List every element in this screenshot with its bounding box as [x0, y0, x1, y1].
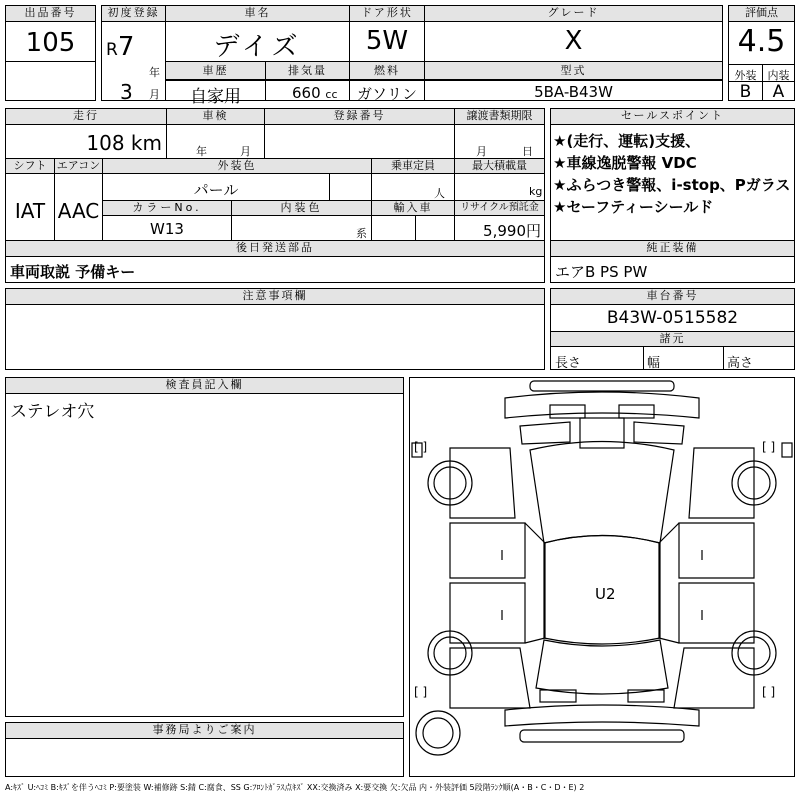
sales-points-box — [550, 108, 795, 241]
reg-year: 7 — [117, 32, 135, 62]
fuel-label: 燃料 — [350, 62, 424, 80]
transfer-day: 日 — [522, 145, 533, 158]
car-diagram-box — [409, 377, 795, 777]
width-label: 幅 — [647, 356, 661, 371]
history-label: 車歴 — [166, 62, 265, 80]
doors-label: ドア形状 — [350, 6, 424, 22]
capacity-label: 乗車定員 — [372, 159, 454, 174]
model-label: 型式 — [425, 62, 722, 80]
chassis-label: 車台番号 — [551, 289, 794, 305]
lot-number: 105 — [25, 28, 76, 58]
length-label: 長さ — [555, 356, 582, 371]
exterior-color-label: 外装色 — [103, 159, 371, 174]
chassis-box — [550, 288, 795, 370]
inspector-value: ステレオ穴 — [10, 402, 95, 422]
mileage-label: 走行 — [6, 109, 166, 125]
later-parts-value: 車両取説 予備キー — [10, 263, 136, 281]
lot-box — [5, 5, 96, 101]
month-unit: 月 — [149, 88, 160, 101]
displacement-label: 排気量 — [266, 62, 349, 80]
year-unit: 年 — [149, 66, 160, 79]
vehicle-info-box — [101, 5, 723, 107]
first-reg-label: 初度登録 — [102, 6, 165, 22]
reg-number-label: 登録番号 — [265, 109, 454, 125]
interior-label: 内装 — [767, 69, 790, 82]
later-parts-label: 後日発送部品 — [6, 241, 544, 257]
interior-color-unit: 系 — [356, 227, 367, 240]
svg-text:[ ]: [ ] — [762, 685, 776, 699]
shift-value: IAT — [14, 199, 46, 223]
capacity-unit: 人 — [434, 187, 445, 200]
model-value: 5BA-B43W — [534, 83, 613, 101]
sales-point-4: ★セーフティーシールド — [553, 198, 714, 216]
displacement-unit: cc — [325, 88, 338, 101]
inspection-year: 年 — [196, 145, 207, 158]
recycle-label: リサイクル預託金 — [455, 201, 544, 216]
color-no-value: W13 — [150, 220, 184, 238]
equipment-value: エアB PS PW — [555, 263, 648, 281]
mileage-value: 108 km — [86, 131, 162, 155]
exterior-value: B — [739, 82, 752, 102]
sales-point-2: ★車線逸脱警報 VDC — [553, 154, 697, 172]
transfer-label: 譲渡書類期限 — [455, 109, 544, 125]
reg-month: 3 — [120, 80, 133, 104]
shift-label: シフト — [6, 159, 54, 174]
max-load-label: 最大積載量 — [455, 159, 544, 174]
inspection-label: 車検 — [167, 109, 264, 125]
score-box — [728, 5, 795, 101]
office-label: 事務局よりご案内 — [6, 723, 403, 739]
fuel-value: ガソリン — [356, 85, 417, 103]
car-name-label: 車名 — [166, 6, 349, 22]
svg-text:[ ]: [ ] — [414, 440, 428, 454]
doors-value: 5W — [365, 26, 409, 56]
legend: A:ｷｽﾞ U:ﾍｺﾐ B:ｷｽﾞを伴うﾍｺﾐ P:要塗装 W:補修跡 S:錆 C:腐食、SS G:ﾌﾛﾝﾄｶﾞﾗｽ点ｷｽﾞ XX:交換済み X:要交換 欠:欠品 内・外装評価 5段階ﾗﾝｸ順(A・B・C・D・E) 2 — [5, 783, 585, 792]
svg-text:[ ]: [ ] — [762, 440, 776, 454]
notes-box — [5, 288, 545, 370]
inspector-box — [5, 377, 404, 717]
score-label: 評価点 — [729, 6, 794, 22]
history-value: 自家用 — [190, 87, 241, 107]
recycle-value: 5,990円 — [483, 222, 541, 240]
color-no-label: カラーNo. — [103, 201, 231, 216]
chassis-value: B43W-0515582 — [606, 308, 739, 328]
details-box — [5, 108, 545, 241]
later-parts-box — [5, 240, 545, 283]
import-label: 輸入車 — [372, 201, 454, 216]
dimensions-label: 諸元 — [551, 331, 794, 347]
office-box — [5, 722, 404, 777]
transfer-month: 月 — [476, 145, 487, 158]
era: R — [106, 40, 118, 60]
equipment-label: 純正装備 — [551, 241, 794, 257]
lot-label: 出品番号 — [6, 6, 95, 22]
sales-points-label: セールスポイント — [551, 109, 794, 125]
displacement-value: 660 — [292, 84, 321, 102]
inspector-label: 検査員記入欄 — [6, 378, 403, 394]
aircon-label: エアコン — [56, 159, 101, 172]
damage-mark: U2 — [595, 585, 616, 603]
interior-color-label: 内装色 — [232, 201, 371, 216]
sales-point-1: ★(走行、運転)支援、 — [553, 132, 701, 150]
max-load-unit: kg — [529, 185, 543, 198]
notes-label: 注意事項欄 — [6, 289, 544, 305]
score-value: 4.5 — [737, 24, 786, 59]
grade-label: グレード — [425, 6, 722, 22]
exterior-color-value: パール — [193, 181, 239, 199]
aircon-value: AAC — [57, 199, 100, 223]
height-label: 高さ — [727, 356, 754, 371]
equipment-box — [550, 240, 795, 283]
sales-point-3: ★ふらつき警報、i-stop、Pガラス — [553, 176, 791, 194]
car-name: デイズ — [213, 32, 302, 62]
grade-value: X — [564, 26, 583, 56]
inspection-month: 月 — [240, 145, 251, 158]
interior-value: A — [772, 82, 785, 102]
exterior-label: 外装 — [734, 69, 757, 82]
car-diagram — [410, 378, 794, 776]
svg-text:[ ]: [ ] — [414, 685, 428, 699]
